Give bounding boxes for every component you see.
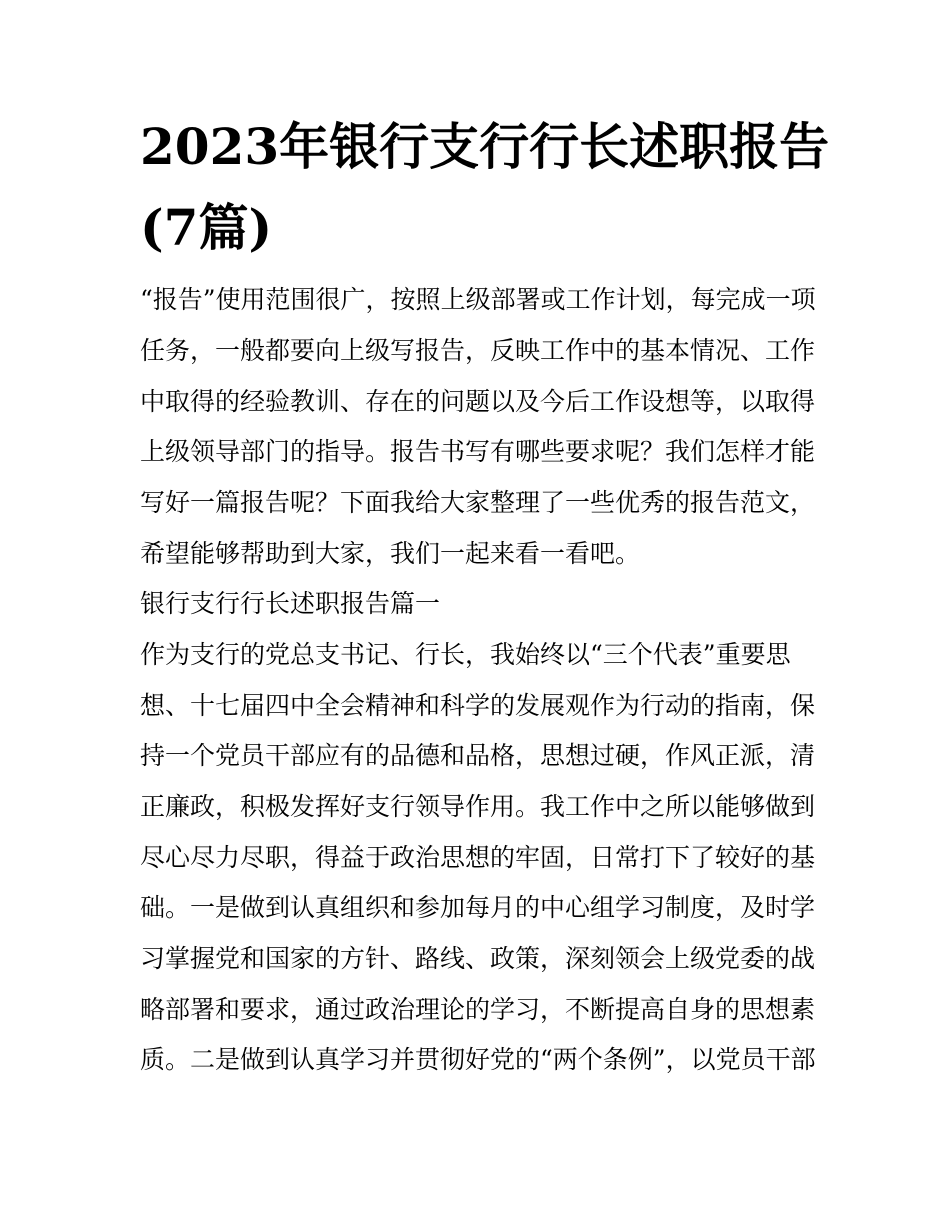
intro-paragraph-line-5: 写好一篇报告呢？下面我给大家整理了一些优秀的报告范文， [140,488,816,517]
body-paragraph-line-9: 质。二是做到认真学习并贯彻好党的“两个条例”，以党员干部 [140,1045,816,1074]
body-paragraph-line-5: 尽心尽力尽职，得益于政治思想的牢固，日常打下了较好的基 [140,843,816,872]
body-paragraph-line-8: 略部署和要求，通过政治理论的学习，不断提高自身的思想素 [140,995,816,1024]
section-heading-part-1: 银行支行行长述职报告篇一 [140,589,441,618]
intro-paragraph-line-6: 希望能够帮助到大家，我们一起来看一看吧。 [140,539,641,568]
intro-paragraph-line-3: 中取得的经验教训、存在的问题以及今后工作设想等，以取得 [140,387,816,416]
body-paragraph-line-6: 础。一是做到认真组织和参加每月的中心组学习制度，及时学 [140,893,816,922]
intro-paragraph-line-1: “报告”使用范围很广，按照上级部署或工作计划，每完成一项 [140,285,816,314]
document-title-line-2: (7篇) [140,198,273,257]
body-paragraph-line-4: 正廉政，积极发挥好支行领导作用。我工作中之所以能够做到 [140,792,816,821]
body-paragraph-line-7: 习掌握党和国家的方针、路线、政策，深刻领会上级党委的战 [140,944,816,973]
intro-paragraph-line-4: 上级领导部门的指导。报告书写有哪些要求呢？我们怎样才能 [140,437,816,466]
body-paragraph-line-2: 想、十七届四中全会精神和科学的发展观作为行动的指南，保 [140,691,816,720]
body-paragraph-line-1: 作为支行的党总支书记、行长，我始终以“三个代表”重要思 [140,640,791,669]
intro-paragraph-line-2: 任务，一般都要向上级写报告，反映工作中的基本情况、工作 [140,336,816,365]
document-title-line-1: 2023年银行支行行长述职报告 [140,117,830,176]
body-paragraph-line-3: 持一个党员干部应有的品德和品格，思想过硬，作风正派，清 [140,741,816,770]
